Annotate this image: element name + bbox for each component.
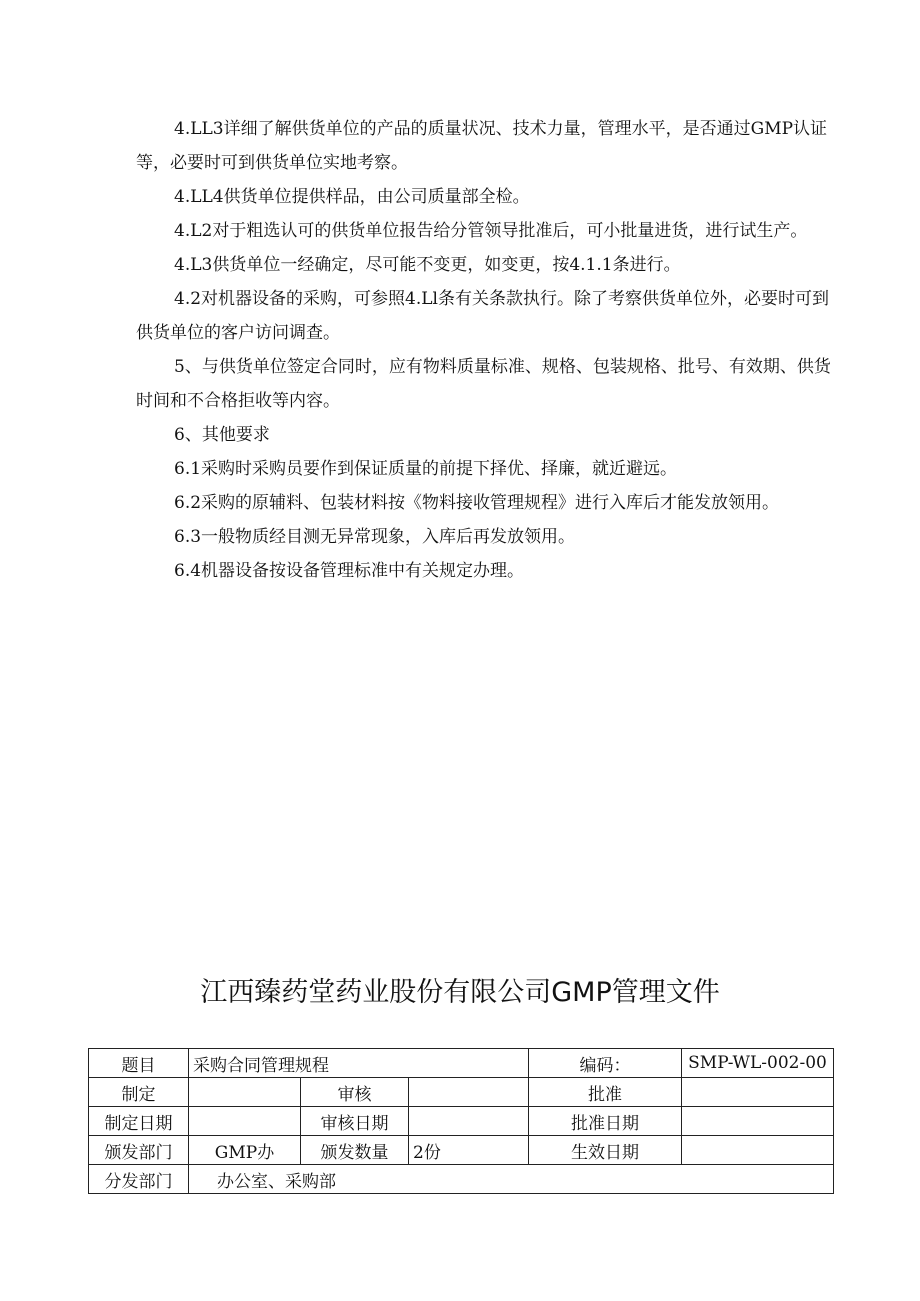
body-text	[136, 112, 836, 588]
issue-count-label: 颁发数量	[301, 1136, 409, 1165]
title-value: 采购合同管理规程	[189, 1049, 529, 1078]
made-by-label: 制定	[89, 1078, 189, 1107]
dist-dept-value: 办公室、采购部	[189, 1165, 834, 1194]
review-label: 审核	[301, 1078, 409, 1107]
paragraph: 4.LL4供货单位提供样品，由公司质量部全检。	[174, 187, 530, 207]
table-row	[89, 1107, 834, 1136]
issue-count-value: 2份	[409, 1136, 529, 1165]
table-row	[89, 1049, 834, 1078]
code-value: SMP-WL-002-00	[682, 1049, 834, 1078]
document-title: 江西臻药堂药业股份有限公司GMP管理文件	[200, 977, 720, 1008]
approve-value	[682, 1078, 834, 1107]
effective-date-label: 生效日期	[529, 1136, 682, 1165]
table-row	[89, 1165, 834, 1194]
paragraph: 6.1采购时采购员要作到保证质量的前提下择优、择廉，就近避远。	[174, 459, 678, 479]
approve-date-label: 批准日期	[529, 1107, 682, 1136]
effective-date-value	[682, 1136, 834, 1165]
issue-dept-label: 颁发部门	[89, 1136, 189, 1165]
dist-dept-label: 分发部门	[89, 1165, 189, 1194]
review-value	[409, 1078, 529, 1107]
paragraph: 6.3一般物质经目测无异常现象，入库后再发放领用。	[174, 527, 576, 547]
review-date-value	[409, 1107, 529, 1136]
issue-dept-value: GMP办	[189, 1136, 301, 1165]
document-info-table	[88, 1048, 834, 1194]
paragraph: 4.2对机器设备的采购，可参照4.Ll条有关条款执行。除了考察供货单位外，必要时可到供货单位的客户访问调查。	[136, 289, 829, 343]
made-date-label: 制定日期	[89, 1107, 189, 1136]
title-label: 题目	[89, 1049, 189, 1078]
approve-date-value	[682, 1107, 834, 1136]
approve-label: 批准	[529, 1078, 682, 1107]
table-row	[89, 1136, 834, 1165]
paragraph: 6、其他要求	[174, 425, 270, 445]
code-label: 编码：	[529, 1049, 682, 1078]
review-date-label: 审核日期	[301, 1107, 409, 1136]
paragraph: 5、与供货单位签定合同时，应有物料质量标准、规格、包装规格、批号、有效期、供货时间和不合格拒收等内容。	[136, 357, 831, 411]
paragraph: 4.L3供货单位一经确定，尽可能不变更，如变更，按4.1.1条进行。	[174, 255, 681, 275]
paragraph: 6.2采购的原辅料、包装材料按《物料接收管理规程》进行入库后才能发放领用。	[174, 493, 780, 513]
paragraph: 4.LL3详细了解供货单位的产品的质量状况、技术力量，管理水平，是否通过GMP认证等，必要时可到供货单位实地考察。	[136, 119, 828, 173]
table-row	[89, 1078, 834, 1107]
paragraph: 6.4机器设备按设备管理标准中有关规定办理。	[174, 561, 525, 581]
paragraph: 4.L2对于粗选认可的供货单位报告给分管领导批准后，可小批量进货，进行试生产。	[174, 221, 808, 241]
made-by-value	[189, 1078, 301, 1107]
made-date-value	[189, 1107, 301, 1136]
